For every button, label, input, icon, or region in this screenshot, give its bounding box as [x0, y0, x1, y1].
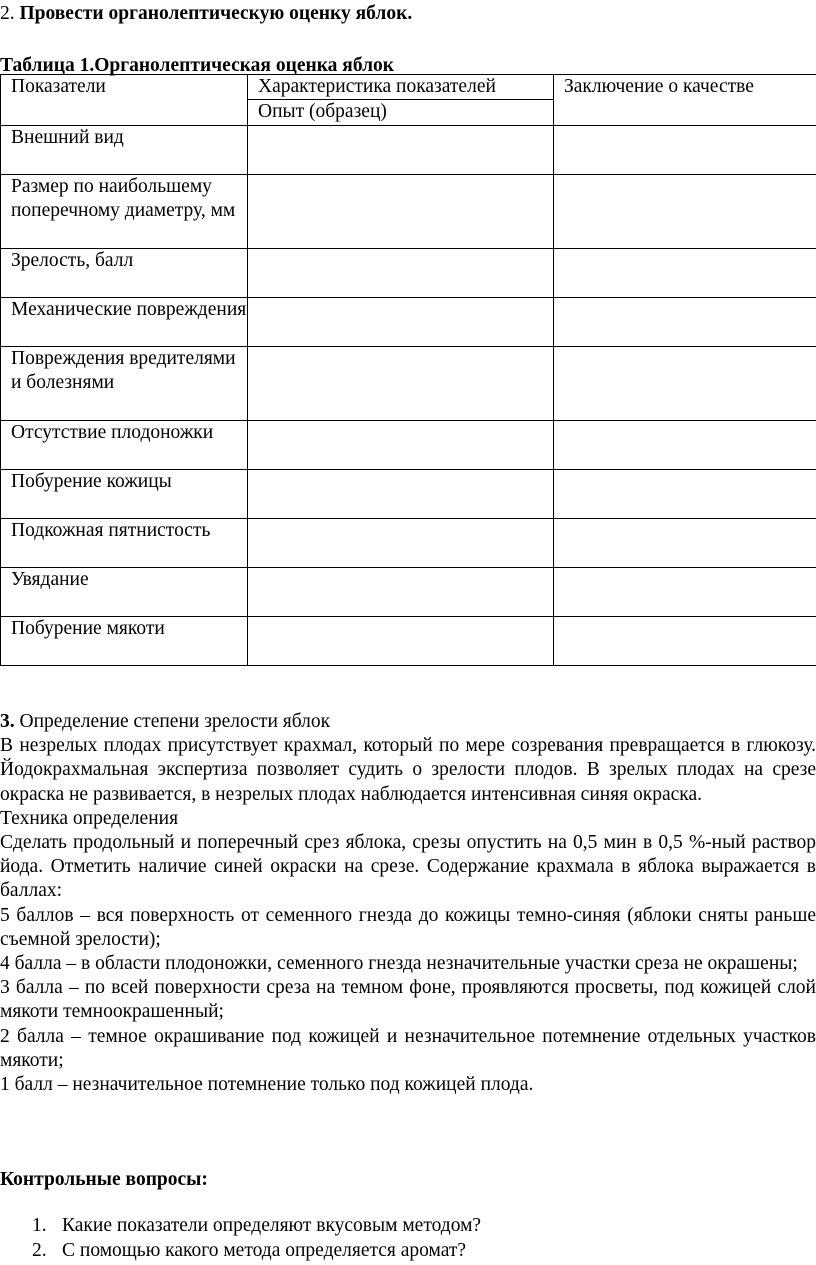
row-value-cell[interactable] — [248, 248, 554, 297]
row-value-cell[interactable] — [248, 420, 554, 469]
score-3-text: 3 балла – по всей поверхности среза на темном фоне, проявляются просветы, под кожицей слой мякоти темноокрашенный; — [0, 977, 816, 1023]
section-2-title: Провести органолептическую оценку яблок. — [19, 3, 413, 24]
row-label: Механические повреждения — [1, 297, 248, 346]
row-value-cell[interactable] — [248, 567, 554, 616]
row-conclusion-cell[interactable] — [554, 616, 816, 665]
row-value-cell[interactable] — [248, 174, 554, 248]
row-conclusion-cell[interactable] — [554, 518, 816, 567]
organoleptic-table — [0, 74, 816, 666]
technique-title: Техника определения — [0, 807, 179, 829]
table-row — [1, 174, 816, 248]
score-1-text: 1 балл – незначительное потемнение только под кожицей плода. — [0, 1074, 534, 1096]
row-label: Побурение мякоти — [1, 616, 248, 665]
row-label: Подкожная пятнистость — [1, 518, 248, 567]
row-value-cell[interactable] — [248, 125, 554, 174]
section-3-intro: В незрелых плодах присутствует крахмал, который по мере созревания превращается в глюкозу. Йодокрахмальная экспертиза позволяет судить о зрелости плодов. В зрелых плодах на срезе окраска не развивается, в незрелых плодах наблюдается интенсивная синяя окраска. — [0, 735, 816, 805]
question-text: Какие показатели определяют вкусовым методом? — [62, 1215, 482, 1236]
table-row — [1, 297, 816, 346]
header-characteristics: Характеристика показателей — [248, 75, 554, 100]
row-value-cell[interactable] — [248, 297, 554, 346]
table-row — [1, 616, 816, 665]
row-value-cell[interactable] — [248, 346, 554, 420]
section-2-heading — [0, 2, 412, 26]
table-header-row — [1, 75, 816, 100]
row-value-cell[interactable] — [248, 518, 554, 567]
table-row — [1, 567, 816, 616]
row-conclusion-cell[interactable] — [554, 567, 816, 616]
section-3-title: Определение степени зрелости яблок — [19, 711, 331, 732]
row-label: Размер по наибольшему поперечному диаметру, мм — [1, 174, 248, 248]
row-value-cell[interactable] — [248, 616, 554, 665]
row-label: Повреждения вредителями и болезнями — [1, 346, 248, 420]
row-label: Отсутствие плодоножки — [1, 420, 248, 469]
row-label: Увядание — [1, 567, 248, 616]
technique-text: Сделать продольный и поперечный срез яблока, срезы опустить на 0,5 мин в 0,5 %-ный раствор йода. Отметить наличие синей окраски на срезе. Содержание крахмала в яблока выражается в баллах: — [0, 832, 816, 902]
row-conclusion-cell[interactable] — [554, 297, 816, 346]
table-row — [1, 469, 816, 518]
section-2-number: 2. — [0, 3, 15, 24]
score-5-text: 5 баллов – вся поверхность от семенного гнезда до кожицы темно-синяя (яблоки сняты раньше съемной зрелости); — [0, 904, 816, 950]
table-row — [1, 420, 816, 469]
control-questions-title: Контрольные вопросы: — [0, 1169, 208, 1190]
row-conclusion-cell[interactable] — [554, 248, 816, 297]
list-item — [0, 1238, 481, 1263]
row-conclusion-cell[interactable] — [554, 469, 816, 518]
row-conclusion-cell[interactable] — [554, 346, 816, 420]
header-sample: Опыт (образец) — [248, 100, 554, 125]
score-4-text: 4 балла – в области плодоножки, семенного гнезда незначительные участки среза не окрашены; — [0, 953, 798, 975]
question-number: 1. — [32, 1215, 47, 1236]
row-value-cell[interactable] — [248, 469, 554, 518]
question-text: С помощью какого метода определяется аромат? — [62, 1240, 467, 1261]
section-3-heading — [0, 710, 816, 734]
question-number: 2. — [32, 1240, 47, 1261]
row-conclusion-cell[interactable] — [554, 420, 816, 469]
table-row — [1, 518, 816, 567]
section-3 — [0, 710, 816, 1097]
row-label: Побурение кожицы — [1, 469, 248, 518]
table-row — [1, 248, 816, 297]
header-indicators: Показатели — [1, 75, 248, 126]
control-questions-list — [0, 1213, 481, 1263]
table-row — [1, 125, 816, 174]
row-conclusion-cell[interactable] — [554, 125, 816, 174]
row-label: Внешний вид — [1, 125, 248, 174]
row-label: Зрелость, балл — [1, 248, 248, 297]
header-conclusion: Заключение о качестве — [554, 75, 816, 126]
row-conclusion-cell[interactable] — [554, 174, 816, 248]
table-row — [1, 346, 816, 420]
list-item — [0, 1213, 481, 1238]
table-caption: Таблица 1.Органолептическая оценка яблок — [0, 55, 395, 76]
section-3-number: 3. — [0, 711, 15, 732]
score-2-text: 2 балла – темное окрашивание под кожицей и незначительное потемнение отдельных участков мякоти; — [0, 1025, 816, 1071]
